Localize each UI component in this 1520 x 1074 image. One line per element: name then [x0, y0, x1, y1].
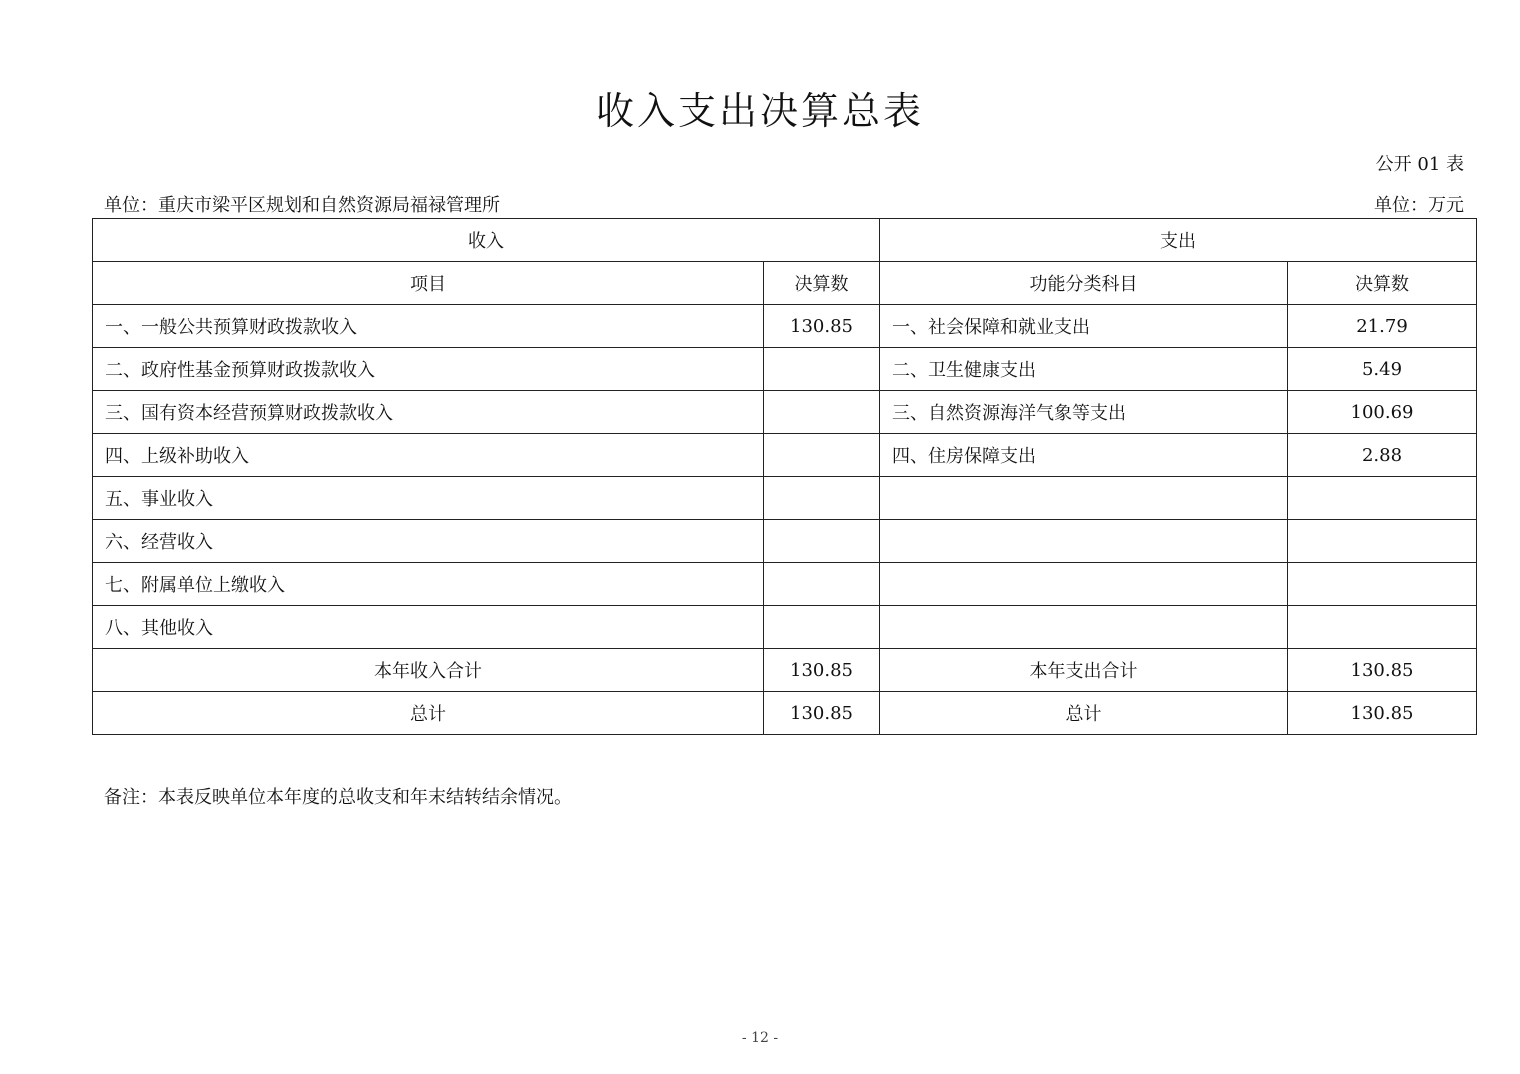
- expense-item: [880, 477, 1288, 520]
- organization-unit: 单位：重庆市梁平区规划和自然资源局福禄管理所: [104, 195, 500, 216]
- expense-amount: 21.79: [1288, 305, 1477, 348]
- form-number: 公开 01 表: [1375, 154, 1464, 175]
- section-header-row: [93, 219, 1477, 262]
- expense-item: 一、社会保障和就业支出: [880, 305, 1288, 348]
- table-row: [93, 520, 1477, 563]
- grand-income-total-amount: 130.85: [764, 692, 880, 735]
- income-item: 二、政府性基金预算财政拨款收入: [93, 348, 764, 391]
- income-item: 七、附属单位上缴收入: [93, 563, 764, 606]
- table-row: [93, 477, 1477, 520]
- income-amount: [764, 477, 880, 520]
- year-expense-total-amount: 130.85: [1288, 649, 1477, 692]
- income-item: 一、一般公共预算财政拨款收入: [93, 305, 764, 348]
- income-amount: [764, 348, 880, 391]
- table-row: [93, 606, 1477, 649]
- expense-item: [880, 606, 1288, 649]
- expense-category-header: 功能分类科目: [880, 262, 1288, 305]
- expense-item: [880, 520, 1288, 563]
- year-income-total-label: 本年收入合计: [93, 649, 764, 692]
- income-amount: [764, 606, 880, 649]
- expense-amount: [1288, 477, 1477, 520]
- expense-item: [880, 563, 1288, 606]
- expense-amount: 100.69: [1288, 391, 1477, 434]
- table-row: [93, 434, 1477, 477]
- expense-amount: 5.49: [1288, 348, 1477, 391]
- table-row: [93, 348, 1477, 391]
- income-item: 三、国有资本经营预算财政拨款收入: [93, 391, 764, 434]
- income-amount-header: 决算数: [764, 262, 880, 305]
- budget-summary-table: [92, 218, 1477, 735]
- income-item: 四、上级补助收入: [93, 434, 764, 477]
- page-title: 收入支出决算总表: [595, 89, 924, 133]
- currency-unit: 单位：万元: [1374, 195, 1464, 216]
- expense-amount: [1288, 606, 1477, 649]
- grand-expense-total-amount: 130.85: [1288, 692, 1477, 735]
- income-amount: [764, 520, 880, 563]
- expense-item: 四、住房保障支出: [880, 434, 1288, 477]
- year-income-total-amount: 130.85: [764, 649, 880, 692]
- grand-income-total-label: 总计: [93, 692, 764, 735]
- grand-total-row: [93, 692, 1477, 735]
- expense-amount-header: 决算数: [1288, 262, 1477, 305]
- column-header-row: [93, 262, 1477, 305]
- expense-item: 二、卫生健康支出: [880, 348, 1288, 391]
- expense-amount: [1288, 520, 1477, 563]
- page-number: - 12 -: [741, 1030, 779, 1046]
- income-item: 五、事业收入: [93, 477, 764, 520]
- table-row: [93, 391, 1477, 434]
- grand-expense-total-label: 总计: [880, 692, 1288, 735]
- expense-amount: [1288, 563, 1477, 606]
- income-item: 八、其他收入: [93, 606, 764, 649]
- income-amount: [764, 434, 880, 477]
- year-expense-total-label: 本年支出合计: [880, 649, 1288, 692]
- footnote: 备注：本表反映单位本年度的总收支和年末结转结余情况。: [104, 787, 572, 808]
- expense-amount: 2.88: [1288, 434, 1477, 477]
- income-amount: [764, 391, 880, 434]
- income-amount: [764, 563, 880, 606]
- income-section-header: 收入: [93, 219, 880, 262]
- year-total-row: [93, 649, 1477, 692]
- table-row: [93, 563, 1477, 606]
- expense-item: 三、自然资源海洋气象等支出: [880, 391, 1288, 434]
- expense-section-header: 支出: [880, 219, 1477, 262]
- table-row: [93, 305, 1477, 348]
- income-item-header: 项目: [93, 262, 764, 305]
- income-amount: 130.85: [764, 305, 880, 348]
- income-item: 六、经营收入: [93, 520, 764, 563]
